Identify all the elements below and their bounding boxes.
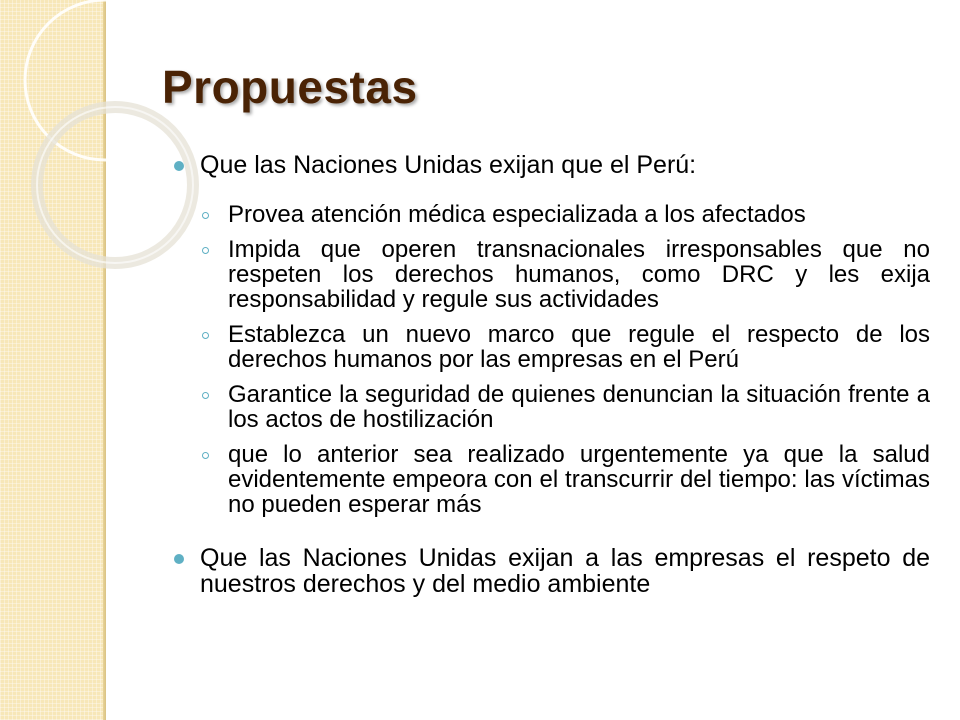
bullet-text: Que las Naciones Unidas exijan que el Perú: [200, 151, 697, 179]
sub-bullet-ring-icon [202, 247, 209, 254]
sub-bullet-list [172, 202, 930, 517]
sub-bullet-item [200, 237, 930, 312]
sub-bullet-item [200, 322, 930, 372]
sub-bullet-text: Provea atención médica especializada a los afectados [228, 201, 806, 228]
sub-bullet-ring-icon [202, 332, 209, 339]
sub-bullet-text: Garantice la seguridad de quienes denuncian la situación frente a los actos de hostilización [228, 381, 930, 433]
sub-bullet-ring-icon [202, 212, 209, 219]
sub-bullet-ring-icon [202, 452, 209, 459]
bullet-item [172, 545, 930, 597]
bullet-item [172, 152, 930, 178]
sub-bullet-item [200, 382, 930, 432]
bullet-dot-icon [174, 161, 184, 171]
slide-title: Propuestas [162, 61, 418, 113]
bullet-text: Que las Naciones Unidas exijan a las empresas el respeto de nuestros derechos y del medio ambiente [200, 544, 930, 598]
sub-bullet-text: que lo anterior sea realizado urgentemente ya que la salud evidentemente empeora con el transcurrir del tiempo: las víctimas no pueden esperar más [228, 441, 930, 518]
bullet-dot-icon [174, 554, 184, 564]
sub-bullet-text: Establezca un nuevo marco que regule el respecto de los derechos humanos por las empresas en el Perú [228, 321, 930, 373]
sub-bullet-text: Impida que operen transnacionales irresponsables que no respeten los derechos humanos, como DRC y les exija responsabilidad y regule sus actividades [228, 236, 930, 313]
sub-bullet-item [200, 442, 930, 517]
slide-content [172, 152, 930, 597]
sub-bullet-item [200, 202, 930, 227]
sub-bullet-ring-icon [202, 392, 209, 399]
